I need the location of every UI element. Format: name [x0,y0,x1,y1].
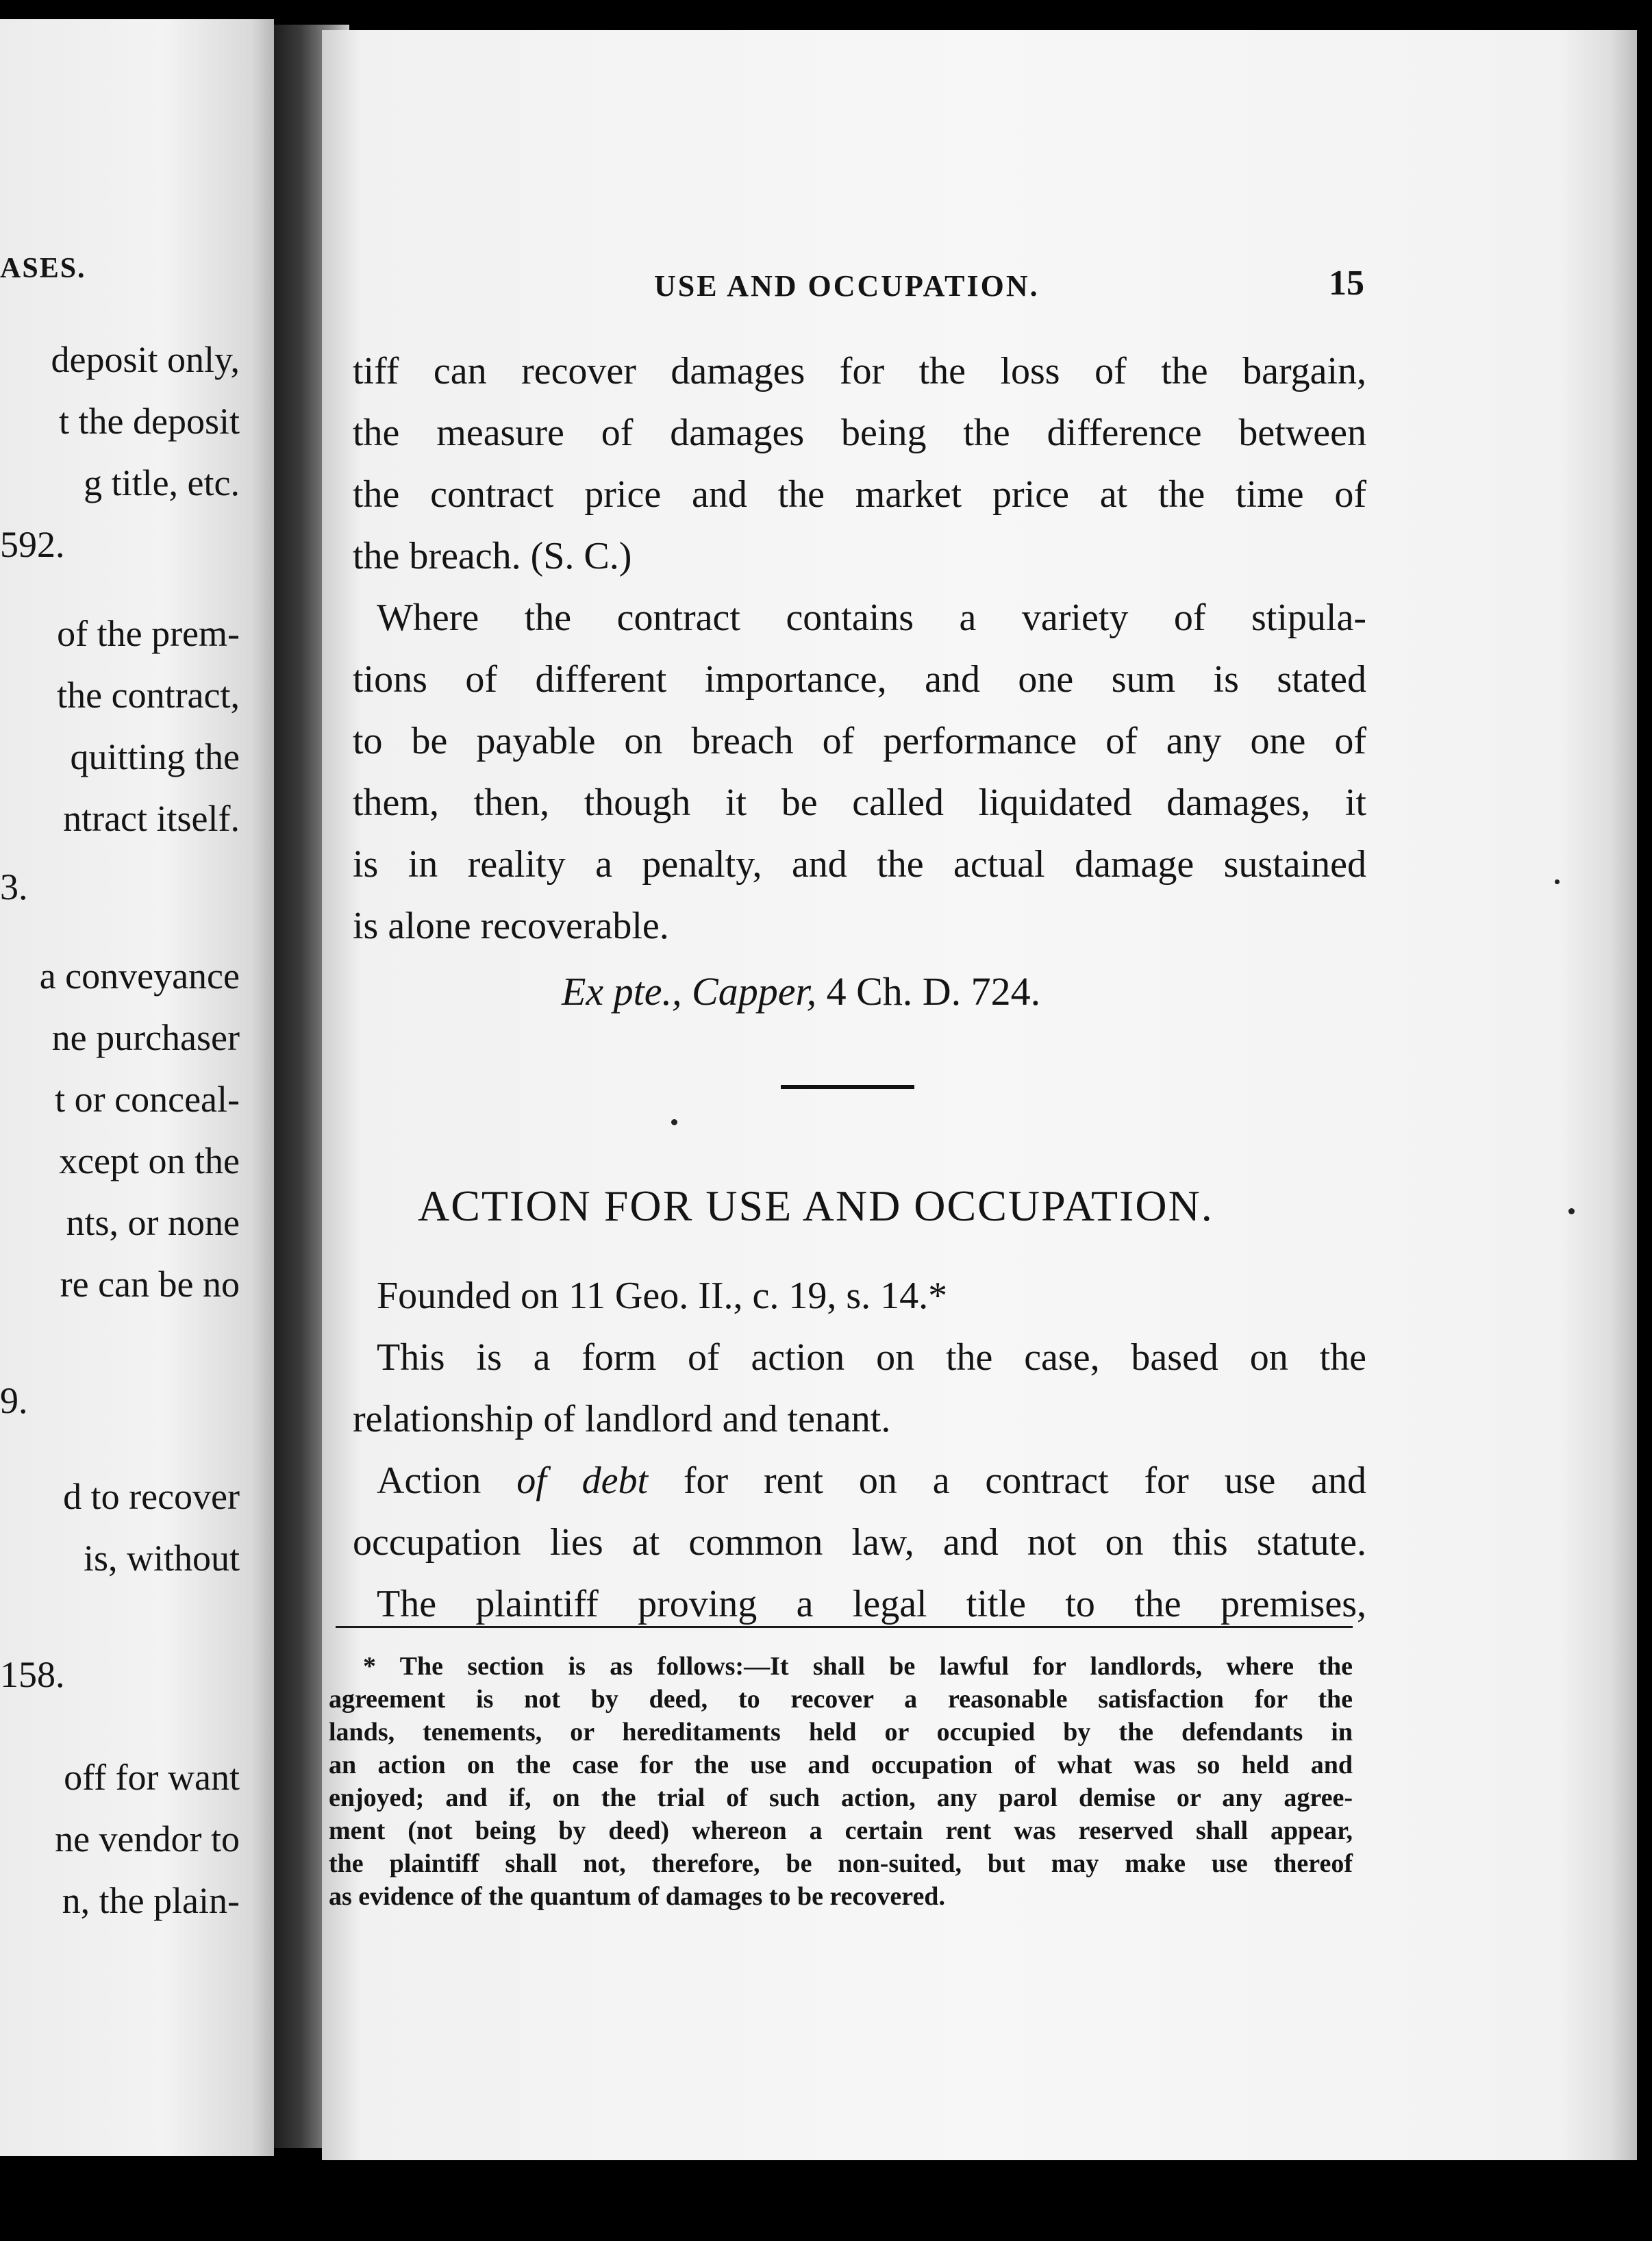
left-line: 3. [0,866,28,907]
footnote-separator [336,1626,1353,1628]
body-line: Founded on 11 Geo. II., c. 19, s. 14.* [377,1275,948,1317]
left-line: ntract itself. [63,798,240,839]
left-line: t or conceal- [55,1079,240,1120]
left-line: xcept on the [59,1140,240,1181]
body-line: tions of different importance, and one sum is stated [353,658,1366,701]
body-line: relationship of landlord and tenant. [353,1398,891,1440]
body-line: This is a form of action on the case, based on the [377,1336,1366,1379]
body-line: them, then, though it be called liquidated damages, it [353,781,1366,824]
left-line: deposit only, [51,339,240,380]
body-line: the contract price and the market price at the time of [353,473,1366,516]
left-line: re can be no [60,1264,240,1305]
footnote-line: an action on the case for the use and occupation of what was so held and [329,1751,1353,1779]
left-line: 592. [0,524,65,565]
left-line: nts, or none [66,1202,240,1243]
body-line: to be payable on breach of performance of any one of [353,720,1366,762]
footnote-line: the plaintiff shall not, therefore, be non-suited, but may make use thereof [329,1849,1353,1878]
scan-speck [671,1119,677,1125]
footnote-line: * The section is as follows:—It shall be lawful for landlords, where the [363,1652,1353,1681]
left-line: d to recover [63,1476,240,1517]
citation-reference: 4 Ch. D. 724. [816,969,1041,1014]
page-number: 15 [1329,264,1364,303]
left-line: 158. [0,1654,65,1695]
footnote-line: lands, tenements, or hereditaments held or occupied by the defendants in [329,1718,1353,1747]
left-running-header: ASES. [0,253,86,284]
body-line: tiff can recover damages for the loss of the bargain, [353,350,1366,392]
scan-speck [1568,1208,1575,1214]
body-line: The plaintiff proving a legal title to the premises, [377,1583,1366,1625]
footnote-line: enjoyed; and if, on the trial of such action, any parol demise or any agree- [329,1783,1353,1812]
body-line: Where the contract contains a variety of stipula- [377,597,1366,639]
italic-run: of debt [516,1460,649,1502]
left-page [0,19,274,2156]
running-header: USE AND OCCUPATION. [654,269,1040,303]
scan-speck [1555,879,1560,884]
text-run: Action [377,1460,517,1502]
left-line: is, without [83,1538,240,1579]
right-page [322,30,1637,2160]
footnote-line: agreement is not by deed, to recover a reasonable satisfaction for the [329,1685,1353,1714]
case-citation [562,968,1040,1014]
section-divider-rule [781,1085,914,1089]
body-line [377,1462,1366,1500]
text-run: for rent on a contract for use and [648,1460,1366,1502]
left-line: a conveyance [39,955,240,997]
footnote-line: ment (not being by deed) whereon a certain rent was reserved shall appear, [329,1816,1353,1845]
left-line: g title, etc. [84,462,240,503]
left-line: ne purchaser [51,1017,240,1058]
left-line: quitting the [70,736,240,777]
footnote-line: as evidence of the quantum of damages to be recovered. [329,1882,945,1911]
body-line: the measure of damages being the difference between [353,412,1366,454]
left-line: off for want [64,1757,240,1798]
section-heading: ACTION FOR USE AND OCCUPATION. [418,1181,1214,1230]
body-line: the breach. (S. C.) [353,535,632,577]
left-line: ne vendor to [55,1818,240,1860]
body-line: is in reality a penalty, and the actual damage sustained [353,843,1366,886]
left-line: t the deposit [59,401,240,442]
citation-case-name: Ex pte., Capper, [562,969,817,1014]
body-line: is alone recoverable. [353,905,669,947]
body-line: occupation lies at common law, and not on this statute. [353,1521,1366,1564]
left-line: n, the plain- [62,1880,240,1921]
left-line: of the prem- [57,613,240,654]
left-line: 9. [0,1380,28,1421]
left-line: the contract, [57,675,240,716]
